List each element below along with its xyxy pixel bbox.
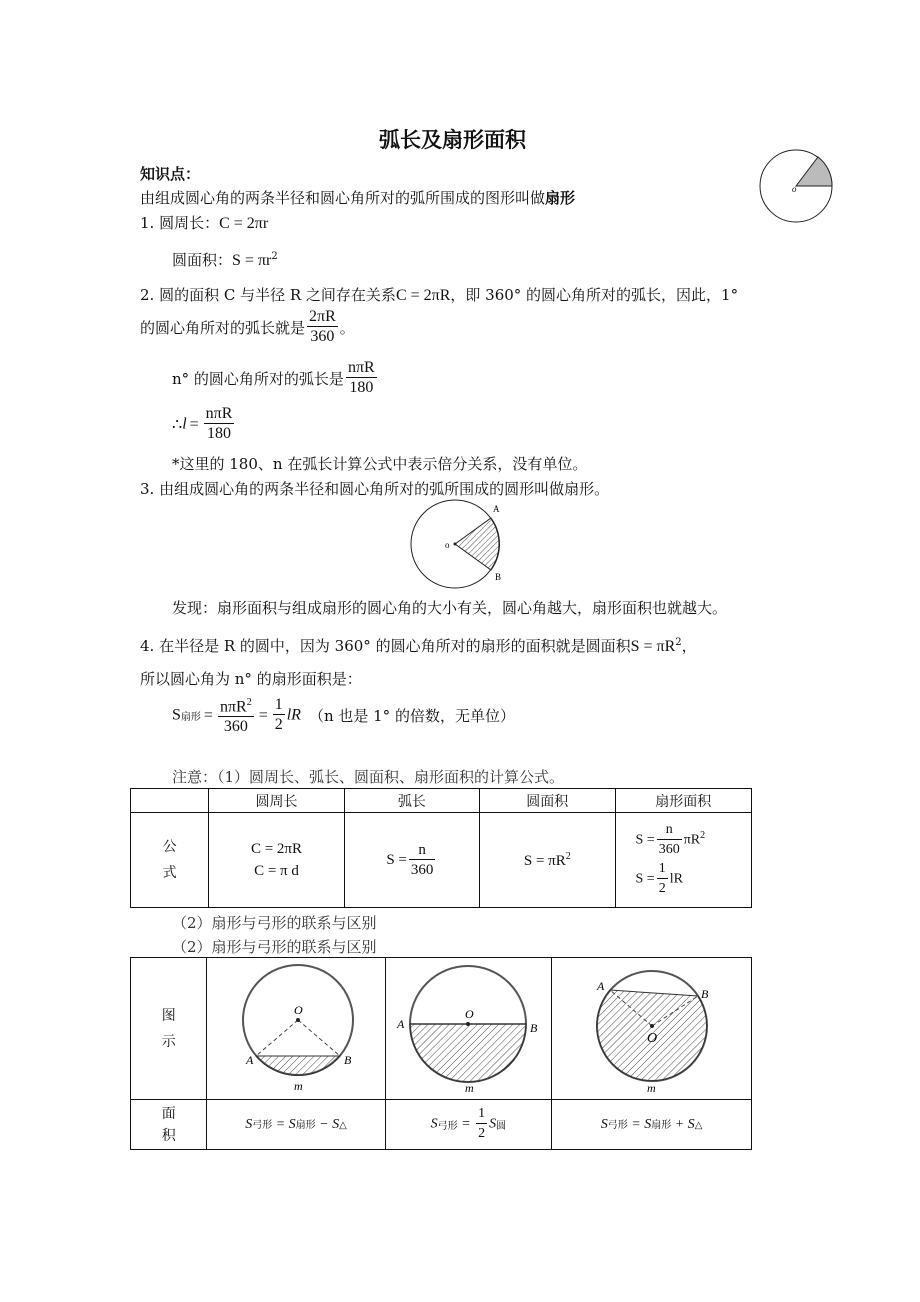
- f1-sub1: 弓形: [252, 1120, 273, 1131]
- table1-header-arc: 弧长: [344, 789, 479, 813]
- row-label-1: 公: [162, 839, 177, 855]
- arc-den: 360: [410, 861, 434, 878]
- item2-c: 的圆心角所对的弧长就是: [140, 319, 306, 337]
- f1-s: S: [245, 1117, 253, 1132]
- s1-fraction: [657, 821, 682, 860]
- fig2-o-label: o: [445, 540, 450, 550]
- frac1-num: 2πR: [309, 308, 336, 325]
- fig1-o: O: [294, 1002, 303, 1017]
- item2-line2: [140, 308, 355, 347]
- item4-formula: S = πR: [630, 638, 676, 655]
- sector-formula-2: [636, 860, 751, 899]
- intro-line: [140, 187, 575, 208]
- discovery-text: 发现：扇形面积与组成扇形的圆心角的大小有关，圆心角越大，扇形面积也就越大。: [172, 599, 728, 617]
- arc-formula: [344, 813, 479, 908]
- sector-formula-1: [636, 821, 751, 860]
- knowledge-label: 知识点：: [140, 165, 201, 183]
- half-den: 2: [274, 716, 283, 734]
- sector-frac-den: 360: [223, 718, 248, 736]
- figure-cell-3: [552, 958, 752, 1100]
- table1-formula-row: [131, 813, 752, 908]
- frac3-num: nπR: [205, 405, 233, 422]
- frac2-num: nπR: [347, 359, 375, 376]
- subtitle-2a: （2）扇形与弓形的联系与区别: [172, 914, 377, 932]
- segment-table: [130, 957, 752, 1150]
- half-num: 1: [274, 696, 283, 714]
- item2-b: ，即 360° 的圆心角所对的弧长，因此，1°: [450, 286, 739, 304]
- f2-num: 1: [476, 1105, 487, 1124]
- segment-figure-1: [226, 960, 366, 1094]
- table2-row1-label: [131, 958, 207, 1100]
- fig2-b: B: [530, 1020, 538, 1035]
- table1-row-label: [131, 813, 209, 908]
- item4-b: 所以圆心角为 n° 的扇形面积是：: [140, 670, 362, 688]
- fig3-m: m: [646, 1080, 656, 1094]
- f3-sub1: 弓形: [607, 1120, 628, 1131]
- row1-label-1: 图: [161, 1007, 176, 1024]
- f2-sub2: 圆: [496, 1121, 507, 1132]
- notice-text: 注意：（1）圆周长、弧长、圆面积、扇形面积的计算公式。: [172, 768, 565, 786]
- item1-label: 1. 圆周长：: [140, 214, 220, 232]
- sector-fraction: [218, 694, 254, 737]
- page-title: 弧长及扇形面积: [379, 128, 526, 152]
- s1-tail: πR: [683, 832, 701, 848]
- row2-label-1: 面: [161, 1105, 176, 1122]
- fraction-3: [204, 405, 235, 444]
- fraction-2: [346, 359, 377, 398]
- sector-note: （n 也是 1° 的倍数，无单位）: [308, 707, 515, 726]
- fig2-a-label: A: [493, 504, 500, 514]
- arc-length-formula: [172, 405, 236, 444]
- s1-s: S =: [635, 832, 655, 848]
- item1: [140, 212, 268, 233]
- sector-area-formula: S扇形 = $\frac{n\pi R^2}{360}$ = $\frac{1}{2}$ lR （n 也是 1° 的倍数，无单位）: [172, 694, 515, 737]
- row-label-2: 式: [162, 865, 177, 881]
- sector-s: S: [172, 706, 181, 724]
- f2-sub1: 弓形: [437, 1121, 458, 1132]
- f3-s: S: [600, 1117, 608, 1132]
- sector-frac-num: nπR: [219, 698, 247, 716]
- therefore-symbol: ∴: [172, 416, 183, 434]
- table1-header-circumference: 圆周长: [209, 789, 344, 813]
- area-formula-3: [552, 1100, 752, 1150]
- s2-den: 2: [658, 881, 666, 896]
- hatched-sector-figure: [405, 498, 515, 590]
- fig1-m: m: [294, 1078, 303, 1093]
- s2-tail: lR: [669, 871, 683, 887]
- f3-eq: = S: [627, 1117, 652, 1132]
- sector-figure: [758, 148, 838, 224]
- f1-sub3: △: [339, 1120, 347, 1131]
- fig2-b-label: B: [495, 572, 502, 582]
- f2-den: 2: [478, 1126, 486, 1141]
- area-text: S = πR: [523, 852, 566, 869]
- area-formula: [480, 813, 615, 908]
- s2-s: S =: [635, 871, 655, 887]
- frac2-den: 180: [349, 379, 374, 396]
- fig2-m: m: [465, 1080, 475, 1094]
- item2-line1: [140, 284, 738, 305]
- circ-formula-2: C = π d: [254, 863, 299, 879]
- sector-sub: 扇形: [180, 712, 201, 724]
- f3-sub2: 扇形: [651, 1120, 672, 1131]
- item1b-formula: S = πr: [232, 252, 272, 269]
- item4-sup: 2: [675, 637, 682, 648]
- item3-text: 3. 由组成圆心角的两条半径和圆心角所对的弧所围成的圆形叫做扇形。: [140, 480, 610, 498]
- table1-header-area: 圆面积: [480, 789, 615, 813]
- table1-header-sector: 扇形面积: [615, 789, 751, 813]
- f3-sub3: △: [694, 1120, 703, 1131]
- s1-sup: 2: [700, 830, 706, 842]
- circ-formula-1: C = 2πR: [250, 841, 302, 857]
- intro-text: 由组成圆心角的两条半径和圆心角所对的弧所围成的图形叫做: [140, 189, 546, 207]
- equals: =: [189, 415, 199, 433]
- item2-a: 2. 圆的面积 C 与半径 R 之间存在关系: [140, 286, 396, 304]
- segment-figure-2: [393, 960, 543, 1094]
- intro-bold: 扇形: [545, 189, 576, 207]
- table2-area-row: [131, 1100, 752, 1150]
- figure-cell-2: [385, 958, 552, 1100]
- item1b-label: 圆面积：: [172, 251, 233, 269]
- row2-label-2: 积: [161, 1127, 176, 1144]
- figure-cell-1: [207, 958, 385, 1100]
- f2-s2: S: [489, 1116, 497, 1132]
- f1-minus: − S: [315, 1117, 340, 1132]
- f1-sub2: 扇形: [295, 1120, 316, 1131]
- arc-num: n: [409, 841, 436, 860]
- frac3-den: 180: [207, 425, 232, 442]
- area-formula-2: [385, 1100, 552, 1150]
- formula-table: [130, 788, 752, 908]
- arc-s: S =: [386, 851, 407, 868]
- table1-header-empty: [131, 789, 209, 813]
- item2-line3: [172, 359, 379, 398]
- fig3-a: A: [596, 978, 604, 993]
- s2-fraction: [657, 860, 668, 899]
- f2-eq: =: [457, 1116, 475, 1132]
- fig2-o: O: [465, 1006, 475, 1021]
- s2-num: 1: [657, 860, 668, 879]
- f2-fraction: [476, 1105, 487, 1144]
- row1-label-2: 示: [161, 1033, 176, 1050]
- item1-formula: C = 2πr: [219, 215, 269, 232]
- subtitle-2b: （2）扇形与弓形的联系与区别: [172, 938, 377, 956]
- s1-num: n: [657, 821, 682, 840]
- l-symbol: l: [182, 415, 187, 433]
- segment-figure-3: [577, 960, 727, 1094]
- item4-end: ，: [681, 637, 697, 655]
- frac1-den: 360: [310, 328, 335, 345]
- item2-d: n° 的圆心角所对的弧长是: [172, 370, 344, 388]
- half-fraction: [273, 696, 285, 735]
- area-formula-1: [207, 1100, 385, 1150]
- item2-c-end: 。: [339, 319, 355, 337]
- f3-plus: + S: [671, 1117, 695, 1132]
- area-sup: 2: [565, 850, 571, 862]
- arc-fraction: [409, 841, 436, 880]
- item1b-sup: 2: [271, 251, 278, 262]
- sector-tail: lR: [286, 706, 301, 724]
- sector-formulas: [615, 813, 751, 908]
- table2-row2-label: [131, 1100, 207, 1150]
- fig1-b: B: [344, 1052, 352, 1067]
- fig3-o: O: [646, 1030, 657, 1046]
- item4-a: 4. 在半径是 R 的圆中，因为 360° 的圆心角所对的扇形的面积就是圆面积: [140, 637, 631, 655]
- item1b: [172, 249, 278, 270]
- f2-s: S: [430, 1116, 438, 1132]
- fraction-1: [307, 308, 338, 347]
- fig1-a: A: [246, 1052, 254, 1067]
- note-text: *这里的 180、n 在弧长计算公式中表示倍分关系，没有单位。: [172, 455, 588, 473]
- fig3-b: B: [700, 986, 708, 1001]
- item2-formula: C = 2πR: [395, 287, 451, 304]
- f1-eq: = S: [272, 1117, 296, 1132]
- circumference-formulas: [209, 813, 344, 908]
- fig2-a: A: [397, 1016, 405, 1031]
- table2-figure-row: [131, 958, 752, 1100]
- sector-frac-sup: 2: [246, 697, 252, 708]
- center-label: o: [792, 184, 797, 194]
- item4-line1: [140, 635, 697, 656]
- s1-den: 360: [658, 842, 680, 857]
- table1-header-row: [131, 789, 752, 813]
